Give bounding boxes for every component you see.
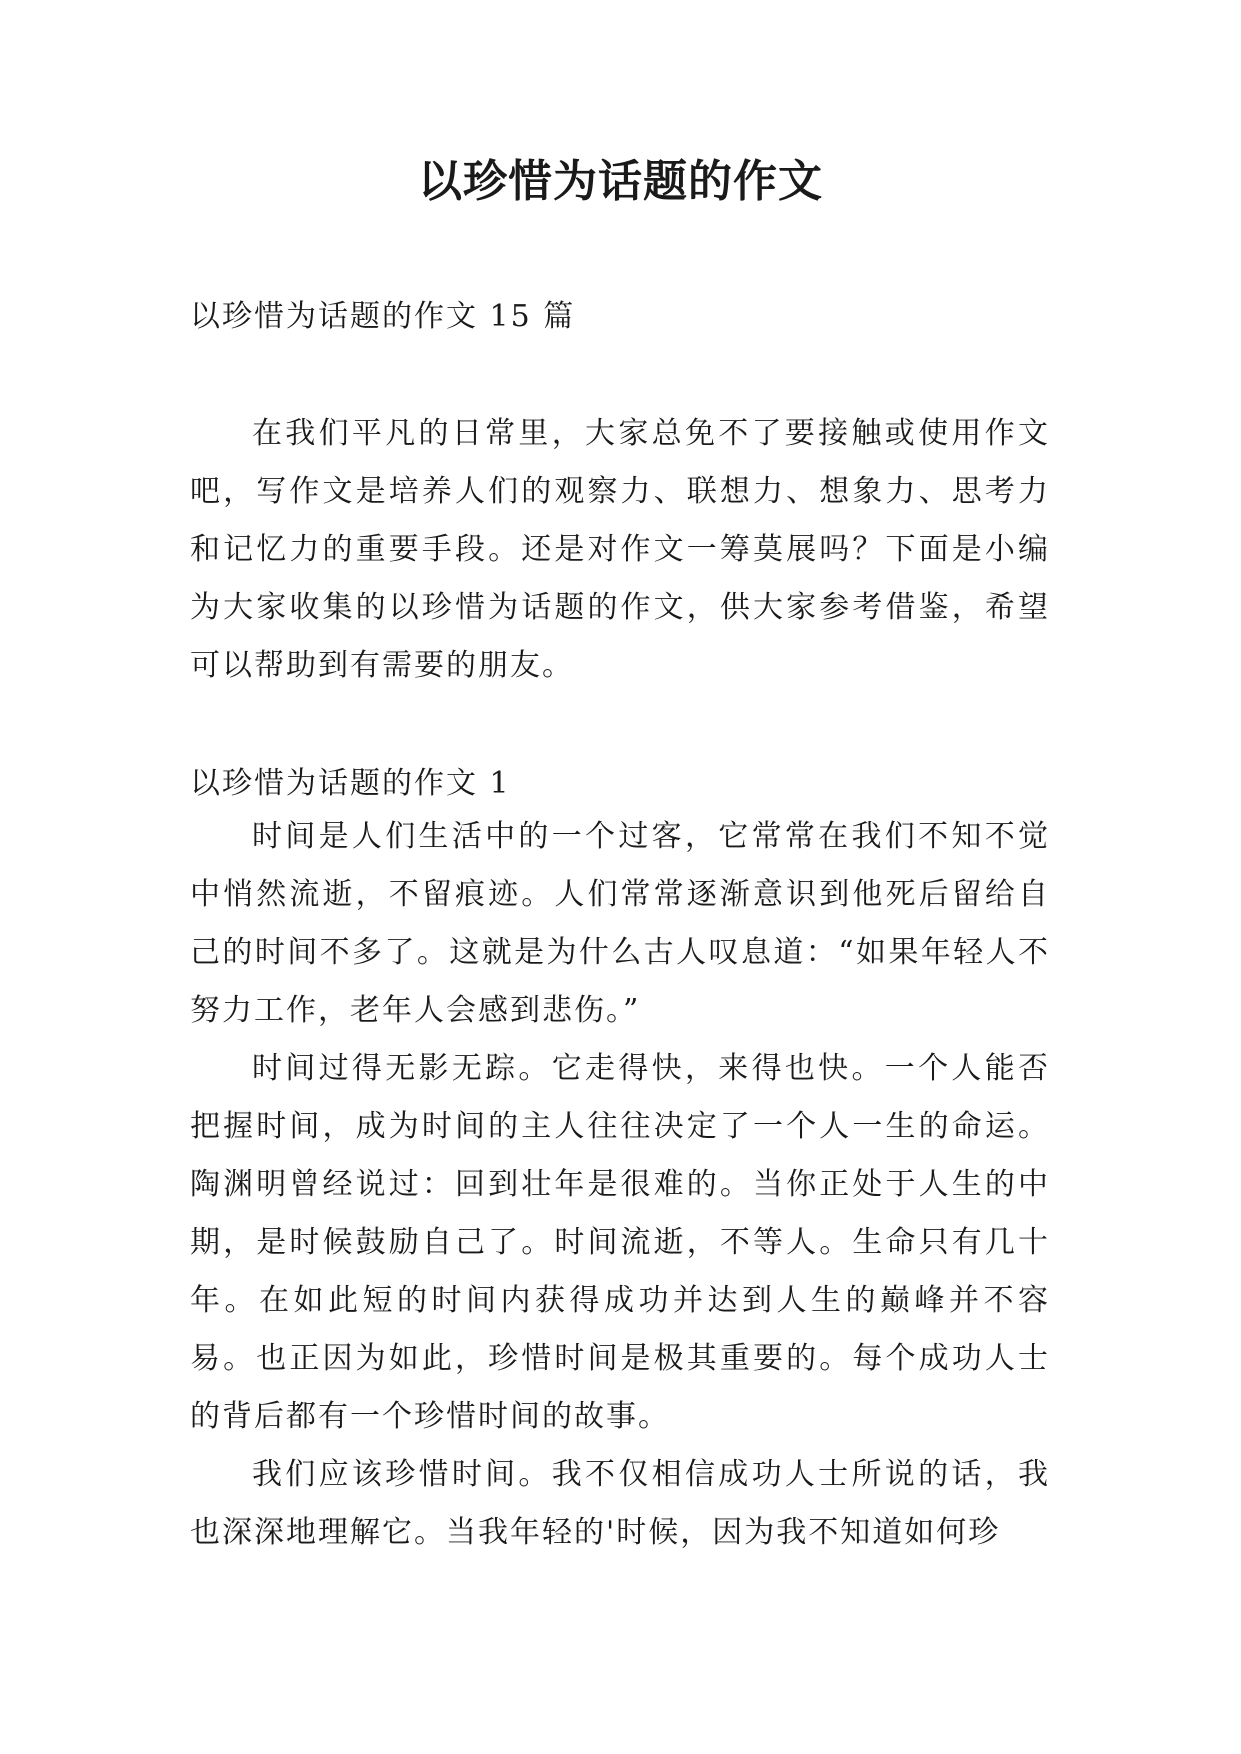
body-paragraph: 我们应该珍惜时间。我不仅相信成功人士所说的话，我也深深地理解它。当我年轻的'时候，因为我不知道如何珍: [190, 1457, 1050, 1550]
document-subtitle: 以珍惜为话题的作文 15 篇: [190, 299, 576, 334]
document-title: 以珍惜为话题的作文: [418, 156, 823, 207]
body-paragraph: 时间是人们生活中的一个过客，它常常在我们不知不觉中悄然流逝，不留痕迹。人们常常逐渐意识到他死后留给自己的时间不多了。这就是为什么古人叹息道：“如果年轻人不努力工作，老年人会感到悲伤。”: [190, 819, 1050, 1028]
body-paragraph: 时间过得无影无踪。它走得快，来得也快。一个人能否把握时间，成为时间的主人往往决定了一个人一生的命运。陶渊明曾经说过：回到壮年是很难的。当你正处于人生的中期，是时候鼓励自己了。时间流逝，不等人。生命只有几十年。在如此短的时间内获得成功并达到人生的巅峰并不容易。也正因为如此，珍惜时间是极其重要的。每个成功人士的背后都有一个珍惜时间的故事。: [190, 1051, 1050, 1434]
section-heading: 以珍惜为话题的作文 1: [190, 766, 511, 801]
intro-paragraph: 在我们平凡的日常里，大家总免不了要接触或使用作文吧，写作文是培养人们的观察力、联想力、想象力、思考力和记忆力的重要手段。还是对作文一筹莫展吗？下面是小编为大家收集的以珍惜为话题的作文，供大家参考借鉴，希望可以帮助到有需要的朋友。: [190, 416, 1050, 683]
